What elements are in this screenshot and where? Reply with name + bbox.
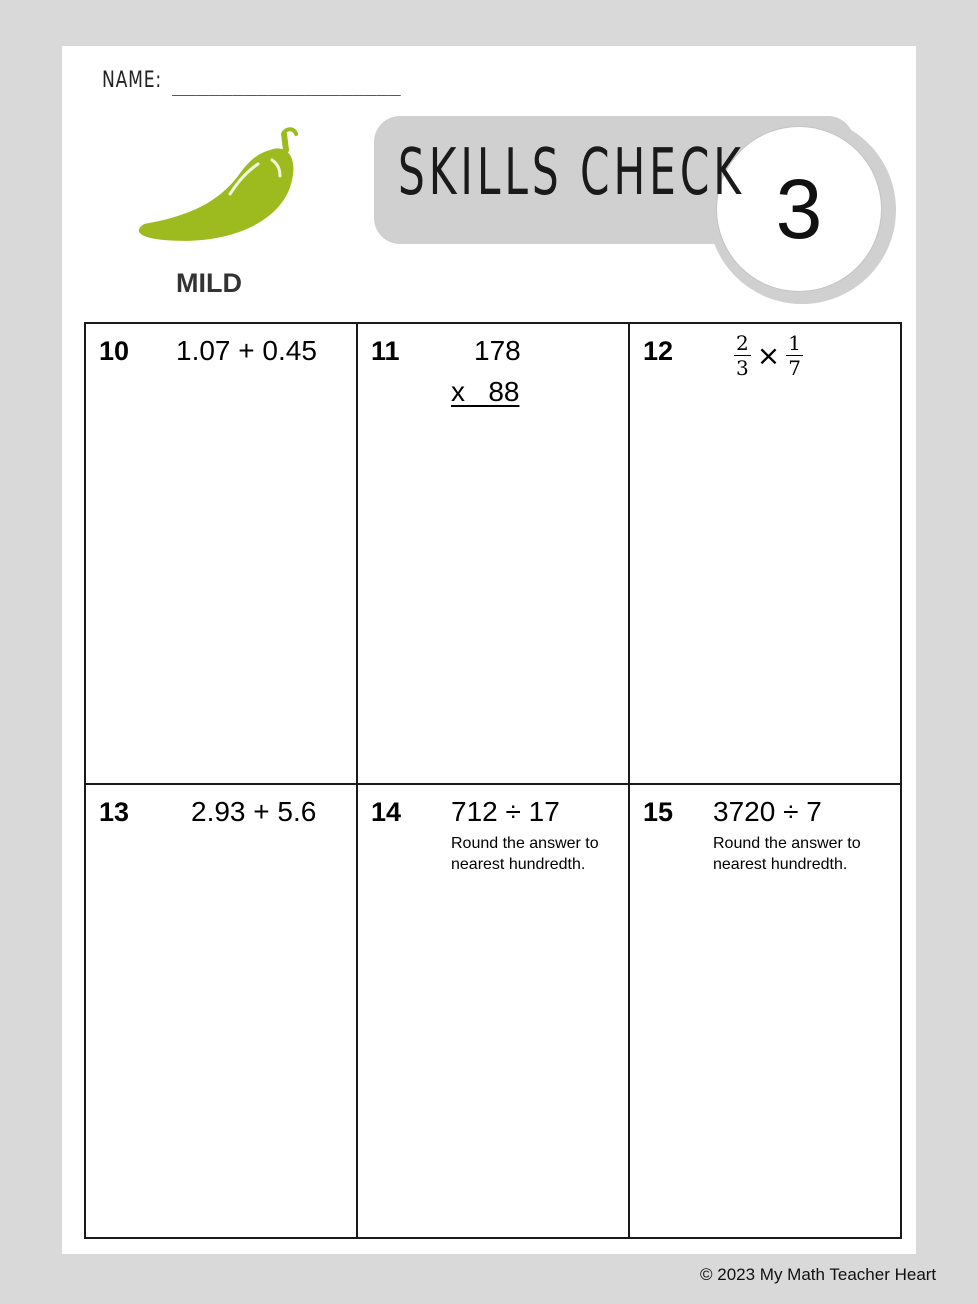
problem-expression: 712 ÷ 17 xyxy=(451,796,560,827)
fraction-2 xyxy=(786,332,803,379)
problem-number: 13 xyxy=(99,797,130,827)
problem-cell-10[interactable] xyxy=(85,323,357,784)
name-field-line[interactable]: ___________________ xyxy=(172,72,401,96)
problem-number: 11 xyxy=(371,336,400,366)
problem-instruction: Round the answer to nearest hundredth. xyxy=(451,835,599,873)
denominator: 3 xyxy=(736,356,749,380)
numerator: 1 xyxy=(788,331,801,355)
numerator: 2 xyxy=(736,331,749,355)
multiplier: x 88 xyxy=(451,376,520,407)
problem-number: 15 xyxy=(643,797,674,827)
multiplicand: 178 xyxy=(474,335,521,366)
problem-expression: 1.07 + 0.45 xyxy=(176,335,317,366)
difficulty-label: MILD xyxy=(176,268,242,298)
problem-instruction: Round the answer to nearest hundredth. xyxy=(713,835,861,873)
problem-cell-12[interactable] xyxy=(629,323,901,784)
copyright-footer: © 2023 My Math Teacher Heart xyxy=(700,1265,937,1284)
skills-check-number: 3 xyxy=(775,161,823,256)
problem-number: 10 xyxy=(99,336,130,366)
problem-cell-14[interactable] xyxy=(357,784,629,1238)
problem-cell-11[interactable] xyxy=(357,323,629,784)
fraction-1 xyxy=(734,332,751,379)
fraction-expression xyxy=(734,332,803,379)
page-title: SKILLS CHECK xyxy=(398,136,745,210)
problem-expression: 3720 ÷ 7 xyxy=(713,796,822,827)
problem-cell-13[interactable] xyxy=(85,784,357,1238)
problem-number: 14 xyxy=(371,797,402,827)
problem-cell-15[interactable] xyxy=(629,784,901,1238)
times-operator: × xyxy=(756,339,781,372)
problem-number: 12 xyxy=(643,336,674,366)
problem-grid xyxy=(84,322,902,1239)
problem-expression: 2.93 + 5.6 xyxy=(191,796,317,827)
denominator: 7 xyxy=(788,356,801,380)
chili-pepper-icon xyxy=(134,124,304,248)
name-label: NAME: xyxy=(102,68,162,93)
